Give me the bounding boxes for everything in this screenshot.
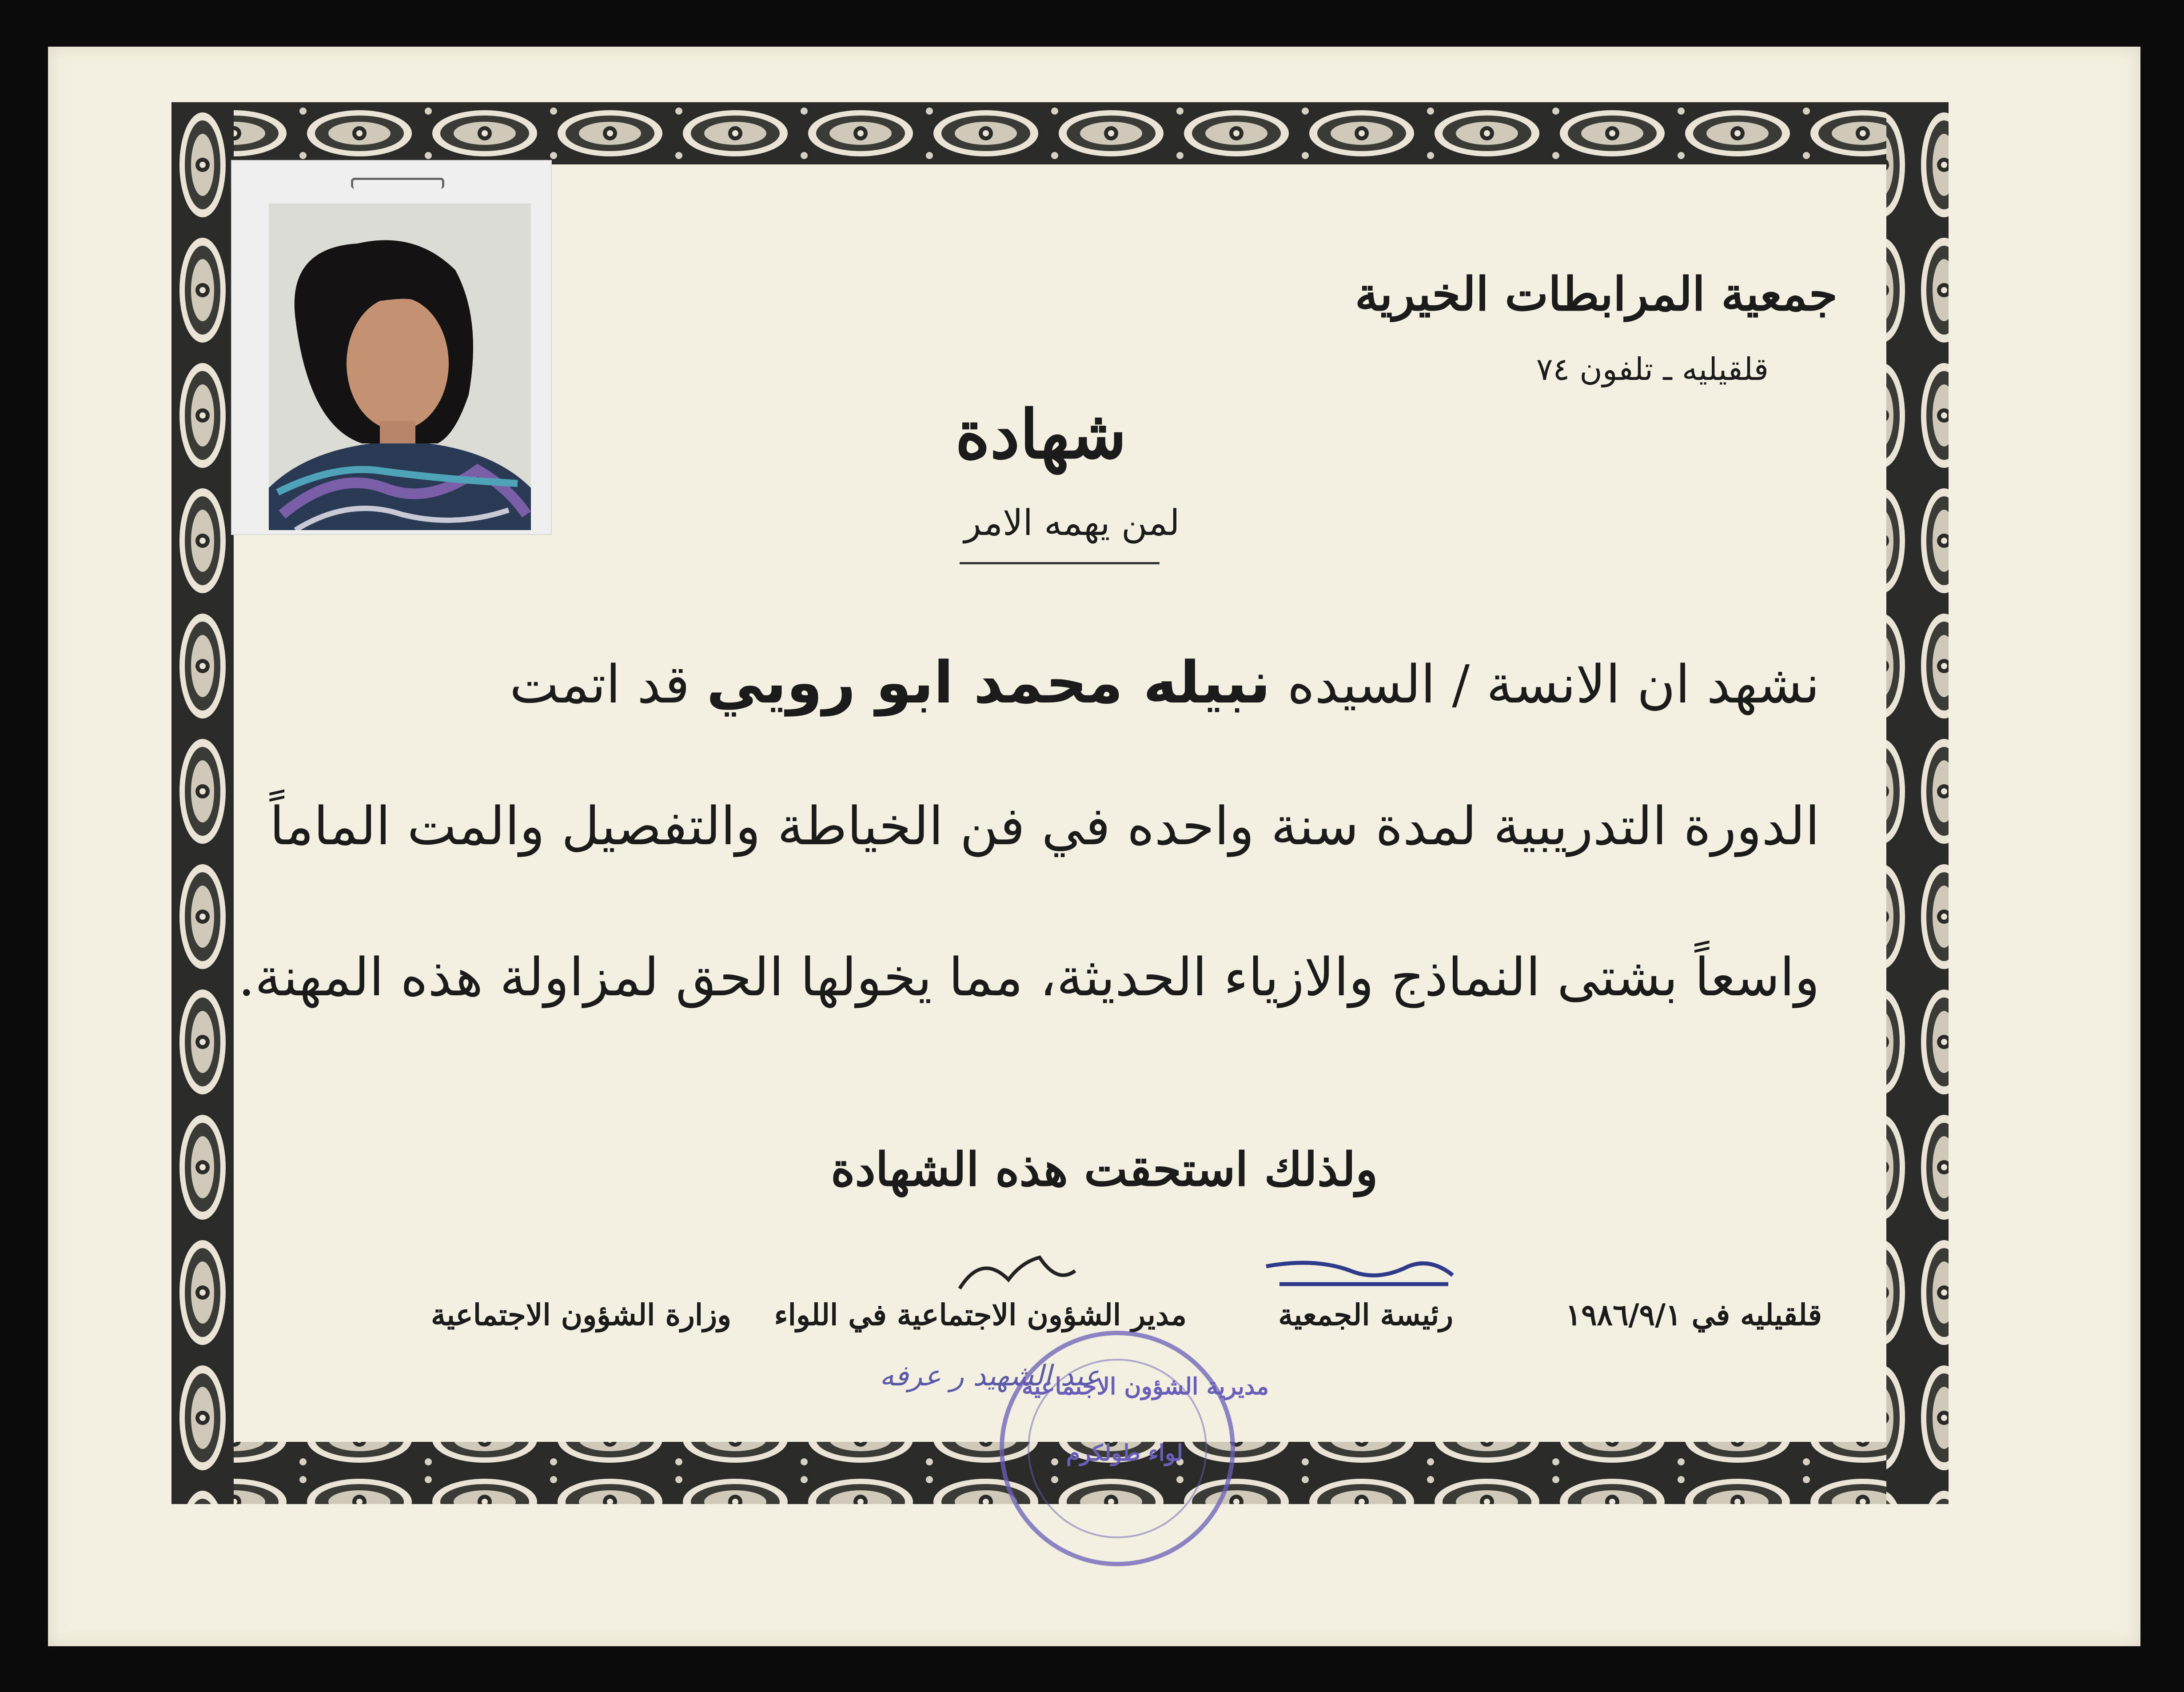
stamp-text-bottom: لواء طولكرم xyxy=(1066,1440,1183,1466)
underline xyxy=(960,562,1160,564)
president-label: رئيسة الجمعية xyxy=(1278,1297,1453,1332)
stamp-text-top: مديرية الشؤون الاجتماعية xyxy=(1022,1373,1269,1400)
director-signature xyxy=(951,1235,1084,1311)
body-line-3: واسعاً بشتى النماذج والازياء الحديثة، مما يخولها الحق لمزاولة هذه المهنة. xyxy=(238,946,1820,1008)
ministry-label: وزارة الشؤون الاجتماعية xyxy=(431,1297,731,1332)
to-whom-it-may-concern: لمن يهمه الامر xyxy=(964,502,1180,543)
organization-phone: قلقيليه ـ تلفون ٧٤ xyxy=(1536,351,1769,387)
organization-name: جمعية المرابطات الخيرية xyxy=(1355,267,1837,321)
date-value: ١٩٨٦/٩/١ xyxy=(1565,1297,1682,1332)
portrait-photo xyxy=(269,204,531,530)
recipient-name: نبيله محمد ابو رويي xyxy=(706,649,1271,716)
line1-suffix: قد اتمت xyxy=(509,654,690,715)
president-signature xyxy=(1262,1240,1457,1302)
body-line-1 xyxy=(510,649,1820,716)
staple-mark xyxy=(351,178,444,189)
director-handwritten-name: عبد الشهيد ر عرفه xyxy=(880,1360,1101,1393)
line1-prefix: نشهد ان الانسة / السيده xyxy=(1287,654,1820,715)
date-place-label: قلقيليه في xyxy=(1691,1297,1822,1332)
date-place xyxy=(1566,1297,1822,1332)
body-line-2: الدورة التدريبية لمدة سنة واحده في فن الخياطة والتفصيل والمت الماماً xyxy=(269,795,1820,857)
certificate-title: شهادة xyxy=(955,395,1127,474)
director-label: مدير الشؤون الاجتماعية في اللواء xyxy=(774,1297,1187,1332)
closing-statement: ولذلك استحقت هذه الشهادة xyxy=(831,1142,1378,1197)
